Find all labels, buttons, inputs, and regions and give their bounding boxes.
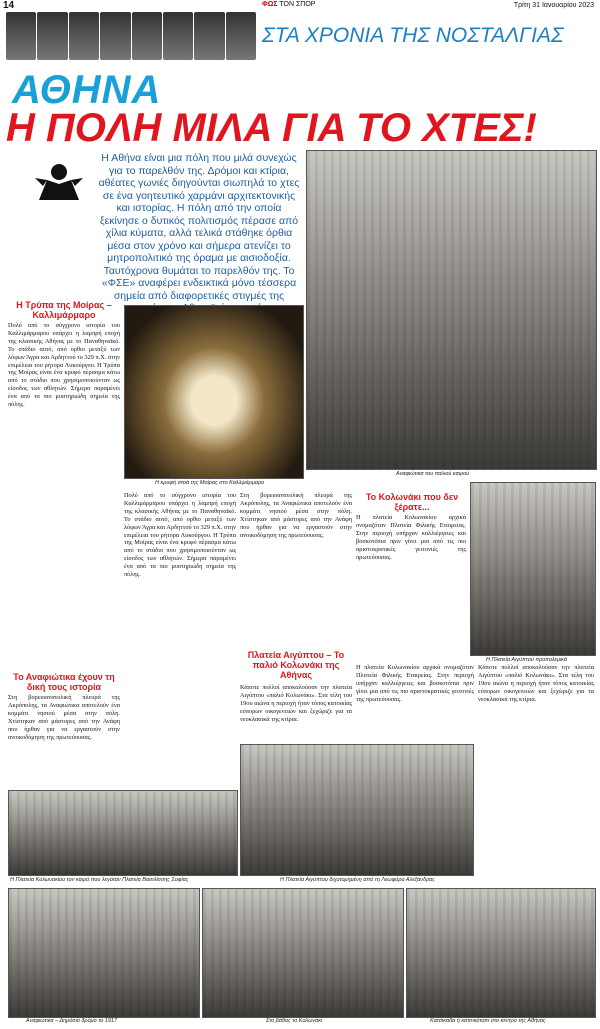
- egypt-alexandras-photo: [240, 744, 474, 876]
- text-section-4-cont: Η πλατεία Κολωνακίου αρχικά ονομαζόταν Πλατεία Φιλικής Εταιρείας. Στην περιοχή υπήρχαν καλλιέργειες και βοσκοτόπια πριν γίνει μια από τις πιο αριστοκρατικές γειτονιές της πρωτεύουσας.: [356, 664, 474, 703]
- caption-egypt-alexandras: Η Πλατεία Αιγύπτου διχοτομημένη από τη Λεωφόρο Αλεξάνδρας: [280, 877, 435, 883]
- portrait: [69, 12, 99, 60]
- goats-photo: [406, 888, 596, 1018]
- anafiotika-1917-photo: [8, 888, 200, 1018]
- brand: [262, 1, 315, 8]
- portrait: [132, 12, 162, 60]
- caption-kolonaki-1935: Η Πλατεία Κολωνακίου τον καιρό που λεγόταν Πλατεία Βασιλίσσης Σοφίας: [10, 877, 189, 883]
- lead-paragraph: Η Αθήνα είναι μια πόλη που μιλά συνεχώς για το παρελθόν της. Δρόμοι και κτίρια, αθέατες γωνιές διηγούνται σιωπηλά το χτες σε ένα γοητευτικό χαρμάνι αρχιτεκτονικής και ιστορίας. Η πόλη από την οποία ξεκίνησε ο δυτικός πολιτισμός πέρασε από χίλια κύματα, αλλά τελικά στάθηκε όρθια μέσα στον χρόνο και σήμερα ατενίζει το μητροπολιτικό της όραμα με αισιοδοξία. Ταυτόχρονα θυμάται το παρελθόν της. Το «ΦΣΕ» αναφέρει ενδεικτικά μόνο τέσσερα σημεία από διαφορετικές στιγμές της: [98, 152, 300, 302]
- nostalgia-portrait-strip: [6, 12, 256, 60]
- text-section-2-cont: Στη βορειοανατολική πλευρά της Ακρόπολης, τα Αναφιώτικα αποτελούν ένα κομμάτι νησιού μέσα στην πόλη. Χτίστηκαν από μάστορες από την Ανάφη που ήρθαν για να εργαστούν στην ανοικοδόμηση της πρωτεύουσας.: [240, 492, 352, 539]
- portrait: [37, 12, 67, 60]
- brand-b: ΤΟΝ ΣΠΟΡ: [279, 1, 316, 8]
- portrait: [6, 12, 36, 60]
- portrait: [226, 12, 256, 60]
- caption-anafiotika-1917: Αναφιώτικα – Δημόσιο δρόμο το 1917: [26, 1018, 118, 1024]
- page-number: 14: [3, 0, 15, 11]
- caption-egypt-square: Η Πλατεία Αιγύπτου προπολεμικά: [486, 657, 568, 663]
- text-section-1-cont: Πολύ από το σύγχρονο ιστορία του Καλλιμάρμαρου υπάρχει η λαμπρή εποχή της κλασικής Αθήνας με το Παναθηναϊκό. Το στάδιο αυτό, από ορθιο μεταξύ των λόφων Άγρα και Αρδηττού το 329 π.Χ. στην επιμέλεια του ρήτορα Λυκούργου. Η Τρύπα της Μοίρας είναι ένα κρυφό πέρασμα κάτω από το στάδιο που χρησιμοποιούνταν ως είσοδος των αθλητών. Σήμερα παραμένει ένα από τα πιο μυστηριώδη σημεία της πόλης.: [124, 492, 236, 579]
- text-section-1: Πολύ από το σύγχρονο ιστορία του Καλλιμάρμαρου υπάρχει η λαμπρή εποχή της κλασικής Αθήνας με το Παναθηναϊκό. Το στάδιο αυτό, από ορθιο μεταξύ των λόφων Άγρα και Αρδηττού το 329 π.Χ. στην επιμέλεια του ρήτορα Λυκούργου. Η Τρύπα της Μοίρας είναι ένα κρυφό πέρασμα κάτω από το στάδιο που χρησιμοποιούνταν ως είσοδος των αθλητών. Σήμερα παραμένει ένα από τα πιο μυστηριώδη σημεία της πόλης.: [8, 322, 120, 409]
- text-section-4: Η πλατεία Κολωνακίου αρχικά ονομαζόταν Πλατεία Φιλικής Εταιρείας. Στην περιοχή υπήρχαν καλλιέργειες και βοσκοτόπια πριν γίνει μια από τις πιο αριστοκρατικές γειτονιές της πρωτεύουσας.: [356, 514, 466, 561]
- caption-goats: Κατσικάδα ή κατσικότοπι στο κέντρο της Αθήνας: [430, 1018, 546, 1024]
- text-section-3: Κάποτε πολλοί αποκαλούσαν την πλατεία Αιγύπτου «παλιό Κολωνάκι». Στα τέλη του 19ου αιώνα η περιοχή ήταν τόπος κατοικίας εύπορων οικογενειών και ξεχώριζε για τα νεοκλασικά της κτίρια.: [240, 684, 352, 723]
- heading-section-4: Το Κολωνάκι που δεν ξέρατε...: [365, 492, 459, 512]
- brand-a: ΦΩΣ: [262, 1, 278, 8]
- headline-athens: ΑΘΗΝΑ: [12, 68, 162, 112]
- acropolis-anafiotika-photo: [306, 150, 597, 470]
- tunnel-photo: [124, 305, 304, 479]
- text-section-2: Στη βορειοανατολική πλευρά της Ακρόπολης, τα Αναφιώτικα αποτελούν ένα κομμάτι νησιού μέσα στην πόλη. Χτίστηκαν από μάστορες από την Ανάφη που ήρθαν για να εργαστούν στην ανοικοδόμηση της πρωτεύουσας.: [8, 694, 120, 741]
- caption-kolonaki-deep: Στο βάθος το Κολωνάκι: [266, 1018, 323, 1024]
- kolonaki-distance-photo: [202, 888, 404, 1018]
- portrait: [100, 12, 130, 60]
- portrait: [194, 12, 224, 60]
- headline: Η ΠΟΛΗ ΜΙΛΑ ΓΙΑ ΤΟ ΧΤΕΣ!: [6, 106, 537, 150]
- kolonaki-square-photo: [8, 790, 238, 876]
- egypt-square-photo: [470, 482, 596, 656]
- page-header: [0, 0, 600, 10]
- text-section-3-cont: Κάποτε πολλοί αποκαλούσαν την πλατεία Αιγύπτου «παλιό Κολωνάκι». Στα τέλη του 19ου αιώνα η περιοχή ήταν τόπος κατοικίας εύπορων οικογενειών και ξεχώριζε για τα νεοκλασικά της κτίρια.: [478, 664, 594, 703]
- heading-section-2: Το Αναφιώτικα έχουν τη δική τους ιστορία: [13, 672, 115, 692]
- portrait: [163, 12, 193, 60]
- caption-tunnel: Η κρυφή στοά της Μοίρας στο Καλλιμάρμαρο: [155, 480, 265, 486]
- heading-section-3: Πλατεία Αιγύπτου – Το παλιό Κολωνάκι της Αθήνας: [247, 650, 345, 680]
- section-kicker: ΣΤΑ ΧΡΟΝΙΑ ΤΗΣ ΝΟΣΤΑΛΓΙΑΣ: [262, 24, 564, 47]
- caption-anafiotika-old: Αναφιώτικα του παλιού καιρού: [396, 471, 470, 477]
- fse-logo-icon: [25, 160, 93, 200]
- heading-section-1: Η Τρύπα της Μοίρας – Καλλιμάρμαρο: [16, 300, 112, 320]
- issue-date: Τρίτη 31 Ιανουαρίου 2023: [513, 2, 594, 9]
